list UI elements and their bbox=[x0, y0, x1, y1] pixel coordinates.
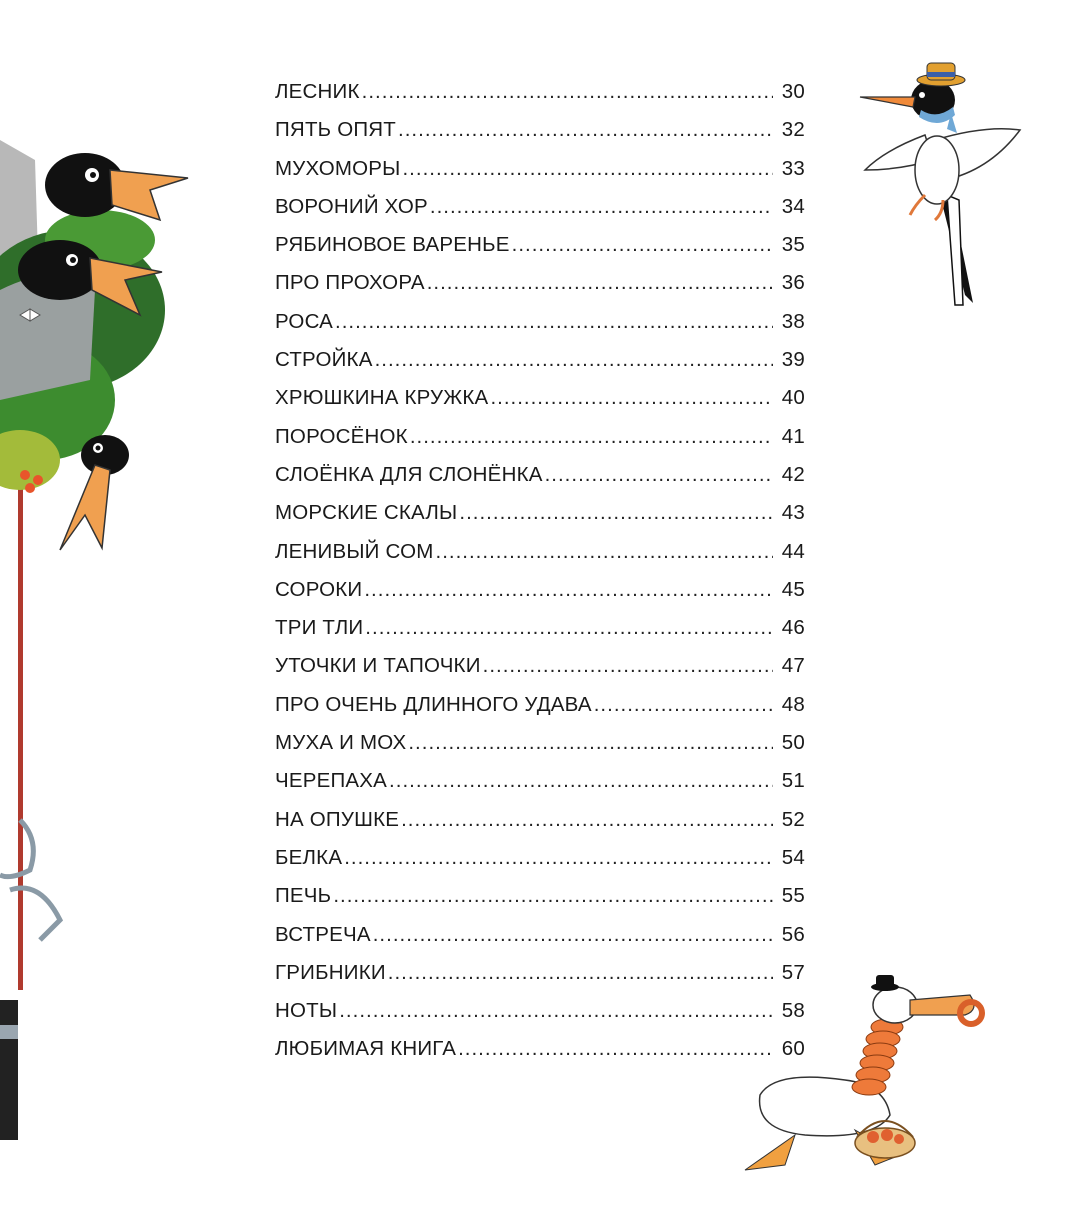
toc-dot-leader bbox=[344, 839, 773, 877]
toc-entry[interactable] bbox=[275, 1030, 805, 1068]
toc-dot-leader bbox=[430, 188, 773, 226]
toc-dot-leader bbox=[364, 571, 773, 609]
toc-entry[interactable] bbox=[275, 73, 805, 111]
toc-entry-title: ЛЕСНИК bbox=[275, 80, 360, 103]
toc-entry[interactable] bbox=[275, 111, 805, 149]
toc-entry-page-number: 57 bbox=[781, 960, 805, 984]
toc-entry-page-number: 50 bbox=[781, 731, 805, 755]
toc-dot-leader bbox=[490, 379, 773, 417]
toc-dot-leader bbox=[388, 954, 773, 992]
toc-dot-leader bbox=[410, 418, 773, 456]
toc-entry-title: ПЯТЬ ОПЯТ bbox=[275, 118, 397, 142]
toc-dot-leader bbox=[427, 264, 773, 302]
toc-entry[interactable] bbox=[275, 916, 805, 954]
toc-entry-title: ПОРОСЁНОК bbox=[275, 424, 408, 448]
toc-entry-title: УТОЧКИ И ТАПОЧКИ bbox=[275, 654, 481, 678]
toc-dot-leader bbox=[401, 801, 773, 839]
toc-dot-leader bbox=[408, 724, 773, 762]
toc-entry[interactable] bbox=[275, 992, 805, 1030]
toc-entry-page-number: 39 bbox=[781, 348, 805, 372]
toc-entry-title: НОТЫ bbox=[275, 999, 338, 1023]
toc-dot-leader bbox=[333, 877, 773, 915]
toc-dot-leader bbox=[375, 341, 773, 379]
toc-entry-title: НА ОПУШКЕ bbox=[275, 807, 400, 831]
toc-entry-page-number: 38 bbox=[781, 309, 805, 333]
toc-entry[interactable] bbox=[275, 877, 805, 915]
toc-entry-page-number: 34 bbox=[781, 194, 805, 218]
toc-entry-title: БЕЛКА bbox=[275, 845, 343, 869]
toc-entry-page-number: 40 bbox=[781, 386, 805, 410]
toc-entry-page-number: 56 bbox=[781, 922, 805, 946]
toc-entry-title: МУХОМОРЫ bbox=[275, 156, 401, 180]
toc-dot-leader bbox=[339, 992, 773, 1030]
toc-entry-title: ПЕЧЬ bbox=[275, 884, 332, 908]
toc-entry-page-number: 51 bbox=[781, 769, 805, 793]
toc-entry-page-number: 44 bbox=[781, 539, 805, 563]
toc-entry[interactable] bbox=[275, 264, 805, 302]
toc-dot-leader bbox=[398, 111, 773, 149]
toc-entry-page-number: 47 bbox=[781, 654, 805, 678]
toc-entry-title: РЯБИНОВОЕ ВАРЕНЬЕ bbox=[275, 233, 510, 257]
toc-entry-page-number: 33 bbox=[781, 156, 805, 180]
toc-entry[interactable] bbox=[275, 150, 805, 188]
toc-entry[interactable] bbox=[275, 571, 805, 609]
magpie-in-hat-illustration bbox=[855, 55, 1025, 320]
toc-entry-title: ПРО ОЧЕНЬ ДЛИННОГО УДАВА bbox=[275, 692, 592, 716]
toc-entry[interactable] bbox=[275, 379, 805, 417]
toc-dot-leader bbox=[458, 1030, 773, 1068]
toc-entry-title: ТРИ ТЛИ bbox=[275, 616, 364, 640]
toc-dot-leader bbox=[436, 533, 774, 571]
toc-entry[interactable] bbox=[275, 226, 805, 264]
toc-entry[interactable] bbox=[275, 686, 805, 724]
toc-entry-page-number: 60 bbox=[781, 1037, 805, 1061]
toc-dot-leader bbox=[512, 226, 773, 264]
toc-entry-title: ЛЕНИВЫЙ СОМ bbox=[275, 539, 434, 563]
toc-entry-page-number: 32 bbox=[781, 118, 805, 142]
toc-entry[interactable] bbox=[275, 609, 805, 647]
toc-entry-title: СЛОЁНКА ДЛЯ СЛОНЁНКА bbox=[275, 462, 543, 486]
toc-entry-title: МУХА И МОХ bbox=[275, 731, 407, 755]
toc-entry-page-number: 54 bbox=[781, 845, 805, 869]
toc-entry-page-number: 45 bbox=[781, 577, 805, 601]
toc-entry-title: ЛЮБИМАЯ КНИГА bbox=[275, 1037, 457, 1061]
toc-entry-title: ВОРОНИЙ ХОР bbox=[275, 194, 428, 218]
toc-entry[interactable] bbox=[275, 418, 805, 456]
toc-dot-leader bbox=[459, 494, 773, 532]
toc-entry-page-number: 35 bbox=[781, 233, 805, 257]
toc-dot-leader bbox=[373, 916, 773, 954]
toc-entry-title: СОРОКИ bbox=[275, 577, 363, 601]
toc-entry[interactable] bbox=[275, 188, 805, 226]
toc-dot-leader bbox=[402, 150, 773, 188]
toc-entry[interactable] bbox=[275, 533, 805, 571]
toc-entry-title: РОСА bbox=[275, 309, 333, 333]
toc-entry[interactable] bbox=[275, 303, 805, 341]
toc-entry-page-number: 30 bbox=[781, 80, 805, 103]
toc-dot-leader bbox=[365, 609, 773, 647]
toc-entry[interactable] bbox=[275, 456, 805, 494]
toc-entry-title: ГРИБНИКИ bbox=[275, 960, 386, 984]
toc-entry[interactable] bbox=[275, 494, 805, 532]
toc-dot-leader bbox=[389, 762, 773, 800]
toc-entry-page-number: 52 bbox=[781, 807, 805, 831]
toc-entry-title: ПРО ПРОХОРА bbox=[275, 271, 425, 295]
toc-dot-leader bbox=[594, 686, 773, 724]
table-of-contents bbox=[275, 73, 805, 1069]
toc-dot-leader bbox=[362, 73, 773, 111]
toc-dot-leader bbox=[545, 456, 773, 494]
toc-entry-title: ХРЮШКИНА КРУЖКА bbox=[275, 386, 489, 410]
toc-entry-page-number: 41 bbox=[781, 424, 805, 448]
toc-entry-page-number: 42 bbox=[781, 462, 805, 486]
toc-entry-page-number: 36 bbox=[781, 271, 805, 295]
toc-entry[interactable] bbox=[275, 647, 805, 685]
toc-entry-title: ВСТРЕЧА bbox=[275, 922, 371, 946]
toc-entry[interactable] bbox=[275, 724, 805, 762]
toc-entry[interactable] bbox=[275, 801, 805, 839]
toc-entry[interactable] bbox=[275, 954, 805, 992]
toc-entry-title: СТРОЙКА bbox=[275, 348, 373, 372]
toc-entry[interactable] bbox=[275, 762, 805, 800]
toc-entry-page-number: 58 bbox=[781, 999, 805, 1023]
crows-in-rowan-tree-illustration bbox=[0, 120, 200, 1140]
toc-entry-page-number: 48 bbox=[781, 692, 805, 716]
toc-dot-leader bbox=[335, 303, 773, 341]
toc-entry-title: ЧЕРЕПАХА bbox=[275, 769, 388, 793]
toc-entry-page-number: 43 bbox=[781, 501, 805, 525]
toc-entry[interactable] bbox=[275, 341, 805, 379]
toc-entry-page-number: 55 bbox=[781, 884, 805, 908]
toc-entry[interactable] bbox=[275, 839, 805, 877]
toc-entry-title: МОРСКИЕ СКАЛЫ bbox=[275, 501, 458, 525]
toc-dot-leader bbox=[483, 647, 773, 685]
toc-entry-page-number: 46 bbox=[781, 616, 805, 640]
